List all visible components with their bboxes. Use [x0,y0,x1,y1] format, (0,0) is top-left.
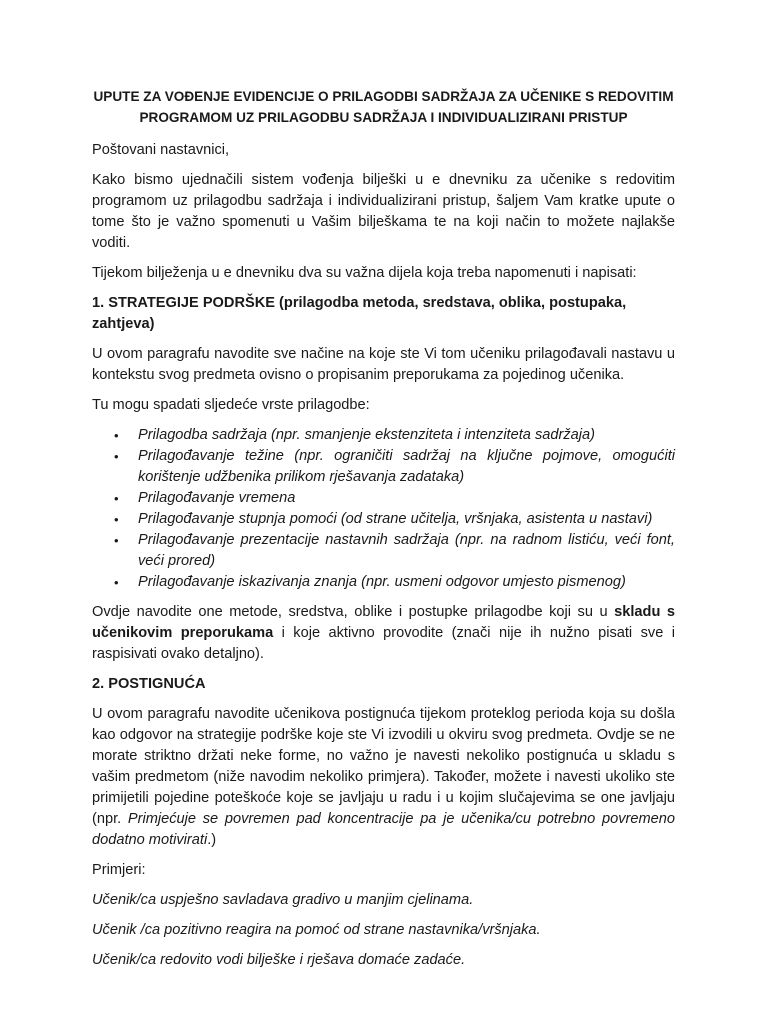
bullet-icon: • [114,449,119,464]
list-item [114,530,675,572]
section-2-paragraph [92,704,675,851]
intro-paragraph-2: Tijekom bilježenja u e dnevniku dva su važna dijela koja treba napomenuti i napisati: [92,265,637,281]
adaptation-list [92,425,675,593]
list-item-text: Prilagođavanje stupnja pomoći (od strane učitelja, vršnjaka, asistenta u nastavi) [138,511,653,527]
section-2-heading: 2. POSTIGNUĆA [92,676,206,692]
section-2-text-end: .) [207,832,217,848]
list-item [114,446,675,488]
examples-label: Primjeri: [92,862,146,878]
bullet-icon: • [114,575,119,590]
bullet-icon: • [114,428,119,443]
list-item [114,509,675,530]
example-item: Učenik/ca redovito vodi bilješke i rješava domaće zadaće. [92,952,466,968]
closing-text-start: Ovdje navodite one metode, sredstva, oblike i postupke prilagodbe koji su u [92,604,615,620]
section-2-text-start: U ovom paragrafu navodite učenikova postignuća tijekom proteklog perioda koja su došla kao odgovor na strategije podrške koje ste Vi izvodili u okviru svog predmeta. Ovdje se ne morate striktno držati neke forme, no važno je navesti nekoliko postignuća u skladu s vašim predmetom (niže navodim nekoliko primjera). Također, možete i navesti ukoliko ste primijetili pojedine poteškoće koje se javljaju u radu i u kojim slučajevima se one javljaju (npr. [92,706,675,827]
list-item-text: Prilagodba sadržaja (npr. smanjenje ekstenziteta i intenziteta sadržaja) [138,427,595,443]
list-item-text: Prilagođavanje vremena [138,490,296,506]
closing-text-bold: skladu s učenikovim preporukama [92,604,676,641]
list-item [114,425,675,446]
example-item: Učenik /ca pozitivno reagira na pomoć od strane nastavnika/vršnjaka. [92,922,541,938]
list-item-text: Prilagođavanje prezentacije nastavnih sadržaja (npr. na radnom listiću, veći font, veći prored) [138,532,675,569]
section-1-paragraph-1: U ovom paragrafu navodite sve načine na koje ste Vi tom učeniku prilagođavali nastavu u kontekstu svog predmeta ovisno o propisanim preporukama za pojedinog učenika. [92,346,675,383]
example-item: Učenik/ca uspješno savladava gradivo u manjim cjelinama. [92,892,474,908]
section-1-heading: 1. STRATEGIJE PODRŠKE (prilagodba metoda, sredstava, oblika, postupaka, zahtjeva) [92,295,627,332]
title-line-1: UPUTE ZA VOĐENJE EVIDENCIJE O PRILAGODBI SADRŽAJA ZA UČENIKE S REDOVITIM [93,89,674,104]
section-1-closing-paragraph [92,602,675,665]
list-item-text: Prilagođavanje iskazivanja znanja (npr. usmeni odgovor umjesto pismenog) [138,574,626,590]
list-item [114,488,675,509]
title-line-2: PROGRAMOM UZ PRILAGODBU SADRŽAJA I INDIVIDUALIZIRANI PRISTUP [139,110,628,125]
bullet-icon: • [114,533,119,548]
intro-paragraph: Kako bismo ujednačili sistem vođenja bilješki u e dnevniku za učenike s redovitim programom uz prilagodbu sadržaja i individualizirani pristup, šaljem Vam kratke upute o tome što je važno spomenuti u Vašim bilješkama te na koji način to možete najlakše voditi. [92,172,675,251]
document-title [92,86,675,128]
bullet-icon: • [114,512,119,527]
greeting: Poštovani nastavnici, [92,142,230,158]
section-2-text-italic: Primjećuje se povremen pad koncentracije pa je učenika/cu potrebno povremeno dodatno motivirati [92,811,675,848]
list-item-text: Prilagođavanje težine (npr. ograničiti sadržaj na ključne pojmove, omogućiti korištenje udžbenika prilikom rješavanja zadataka) [138,448,675,485]
list-item [114,572,675,593]
section-1-paragraph-2: Tu mogu spadati sljedeće vrste prilagodbe: [92,397,370,413]
bullet-icon: • [114,491,119,506]
closing-text-end: i koje aktivno provodite (znači nije ih nužno pisati sve i raspisivati ovako detaljno). [92,625,675,662]
